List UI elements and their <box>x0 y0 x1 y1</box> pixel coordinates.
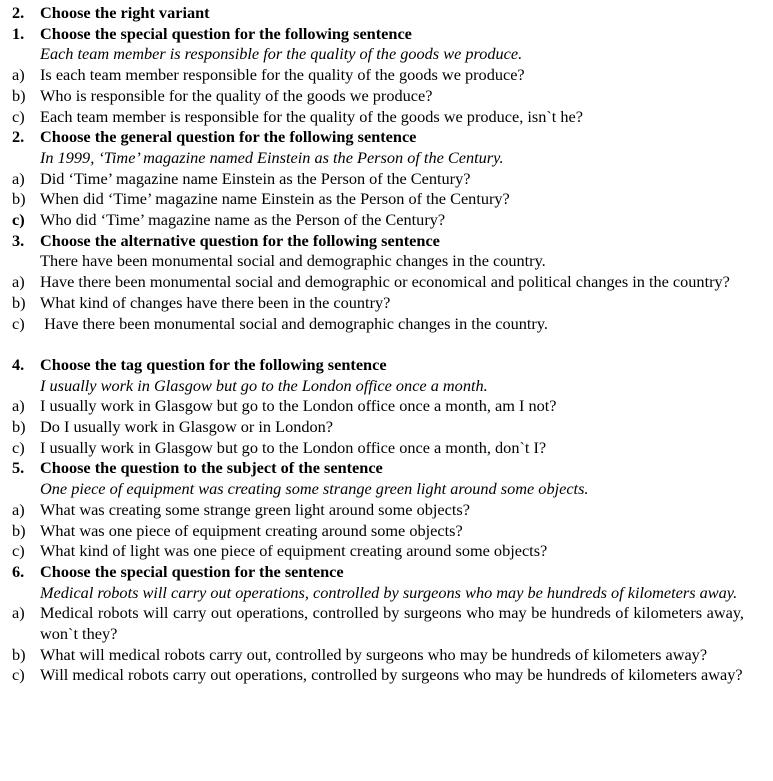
option-text: Is each team member responsible for the quality of the goods we produce? <box>40 65 525 85</box>
option-label: b) <box>12 85 26 105</box>
option-text: Will medical robots carry out operations, controlled by surgeons who may be hundreds of kilometers away? <box>40 665 743 685</box>
sentence-text: There have been monumental social and demographic changes in the country. <box>40 251 546 271</box>
question-instruction: Choose the question to the subject of the sentence <box>40 458 383 478</box>
answer-option[interactable] <box>12 272 744 293</box>
answer-option[interactable] <box>12 603 744 644</box>
option-label: b) <box>12 644 26 664</box>
question-number: 2. <box>12 127 25 147</box>
answer-option[interactable] <box>12 665 744 686</box>
option-text: Medical robots will carry out operations, controlled by surgeons who may be hundreds of kilometers away, won`t they? <box>40 603 744 644</box>
option-text: What will medical robots carry out, controlled by surgeons who may be hundreds of kilometers away? <box>40 644 708 664</box>
option-text: What was creating some strange green light around some objects? <box>40 499 470 519</box>
option-label: b) <box>12 189 26 209</box>
answer-option[interactable] <box>12 65 744 86</box>
answer-option[interactable] <box>12 210 744 231</box>
section-number: 2. <box>12 3 25 22</box>
question-title <box>12 231 744 252</box>
answer-option[interactable] <box>12 189 744 210</box>
question-sentence <box>12 583 744 604</box>
sentence-text: I usually work in Glasgow but go to the London office once a month. <box>40 375 488 395</box>
option-label: c) <box>12 210 25 230</box>
sentence-text: In 1999, ‘Time’ magazine named Einstein as the Person of the Century. <box>40 147 504 167</box>
option-text: Who is responsible for the quality of the goods we produce? <box>40 85 433 105</box>
question-sentence <box>12 376 744 397</box>
option-text: What kind of changes have there been in the country? <box>40 292 391 312</box>
question-instruction: Choose the general question for the following sentence <box>40 127 417 147</box>
option-label: c) <box>12 313 25 333</box>
question-sentence <box>12 251 744 272</box>
option-label: a) <box>12 499 25 519</box>
answer-option[interactable] <box>12 396 744 417</box>
answer-option[interactable] <box>12 314 744 335</box>
option-text: Each team member is responsible for the quality of the goods we produce, isn`t he? <box>40 106 583 126</box>
question-sentence <box>12 148 744 169</box>
option-text: Did ‘Time’ magazine name Einstein as the Person of the Century? <box>40 168 471 188</box>
option-text: Who did ‘Time’ magazine name as the Person of the Century? <box>40 210 446 230</box>
question-sentence <box>12 479 744 500</box>
question-number: 5. <box>12 458 25 478</box>
option-text: Have there been monumental social and demographic or economical and political changes in the country? <box>40 272 730 292</box>
option-label: a) <box>12 603 25 623</box>
sentence-text: Medical robots will carry out operations, controlled by surgeons who may be hundreds of kilometers away. <box>40 582 738 602</box>
question-title <box>12 355 744 376</box>
question-sentence <box>12 44 744 65</box>
answer-option[interactable] <box>12 438 744 459</box>
option-label: c) <box>12 541 25 561</box>
answer-option[interactable] <box>12 86 744 107</box>
sentence-text: Each team member is responsible for the quality of the goods we produce. <box>40 44 523 64</box>
sentence-text: One piece of equipment was creating some strange green light around some objects. <box>40 479 589 499</box>
option-label: c) <box>12 437 25 457</box>
answer-option[interactable] <box>12 521 744 542</box>
question-number: 3. <box>12 230 25 250</box>
option-label: c) <box>12 665 25 685</box>
option-text: Do I usually work in Glasgow or in London? <box>40 417 334 437</box>
option-text: I usually work in Glasgow but go to the London office once a month, don`t I? <box>40 437 547 457</box>
option-label: a) <box>12 396 25 416</box>
answer-option[interactable] <box>12 293 744 314</box>
question-title <box>12 562 744 583</box>
section-heading <box>12 3 744 24</box>
option-text: I usually work in Glasgow but go to the London office once a month, am I not? <box>40 396 557 416</box>
question-instruction: Choose the special question for the following sentence <box>40 23 412 43</box>
answer-option[interactable] <box>12 169 744 190</box>
answer-option[interactable] <box>12 645 744 666</box>
question-instruction: Choose the alternative question for the following sentence <box>40 230 440 250</box>
answer-option[interactable] <box>12 541 744 562</box>
option-label: b) <box>12 417 26 437</box>
option-text: Have there been monumental social and demographic changes in the country. <box>40 313 549 333</box>
option-label: a) <box>12 272 25 292</box>
option-label: a) <box>12 168 25 188</box>
option-text: What kind of light was one piece of equipment creating around some objects? <box>40 541 548 561</box>
blank-line <box>12 334 744 355</box>
question-title <box>12 458 744 479</box>
section-title: Choose the right variant <box>40 3 210 22</box>
document <box>12 3 744 686</box>
question-number: 4. <box>12 354 25 374</box>
question-number: 1. <box>12 23 25 43</box>
answer-option[interactable] <box>12 107 744 128</box>
option-text: What was one piece of equipment creating around some objects? <box>40 520 463 540</box>
answer-option[interactable] <box>12 500 744 521</box>
question-title <box>12 24 744 45</box>
answer-option[interactable] <box>12 417 744 438</box>
option-label: c) <box>12 106 25 126</box>
option-label: a) <box>12 65 25 85</box>
option-label: b) <box>12 520 26 540</box>
question-number: 6. <box>12 561 25 581</box>
option-label: b) <box>12 292 26 312</box>
question-instruction: Choose the tag question for the following sentence <box>40 354 387 374</box>
question-instruction: Choose the special question for the sentence <box>40 561 344 581</box>
question-title <box>12 127 744 148</box>
option-text: When did ‘Time’ magazine name Einstein as the Person of the Century? <box>40 189 510 209</box>
